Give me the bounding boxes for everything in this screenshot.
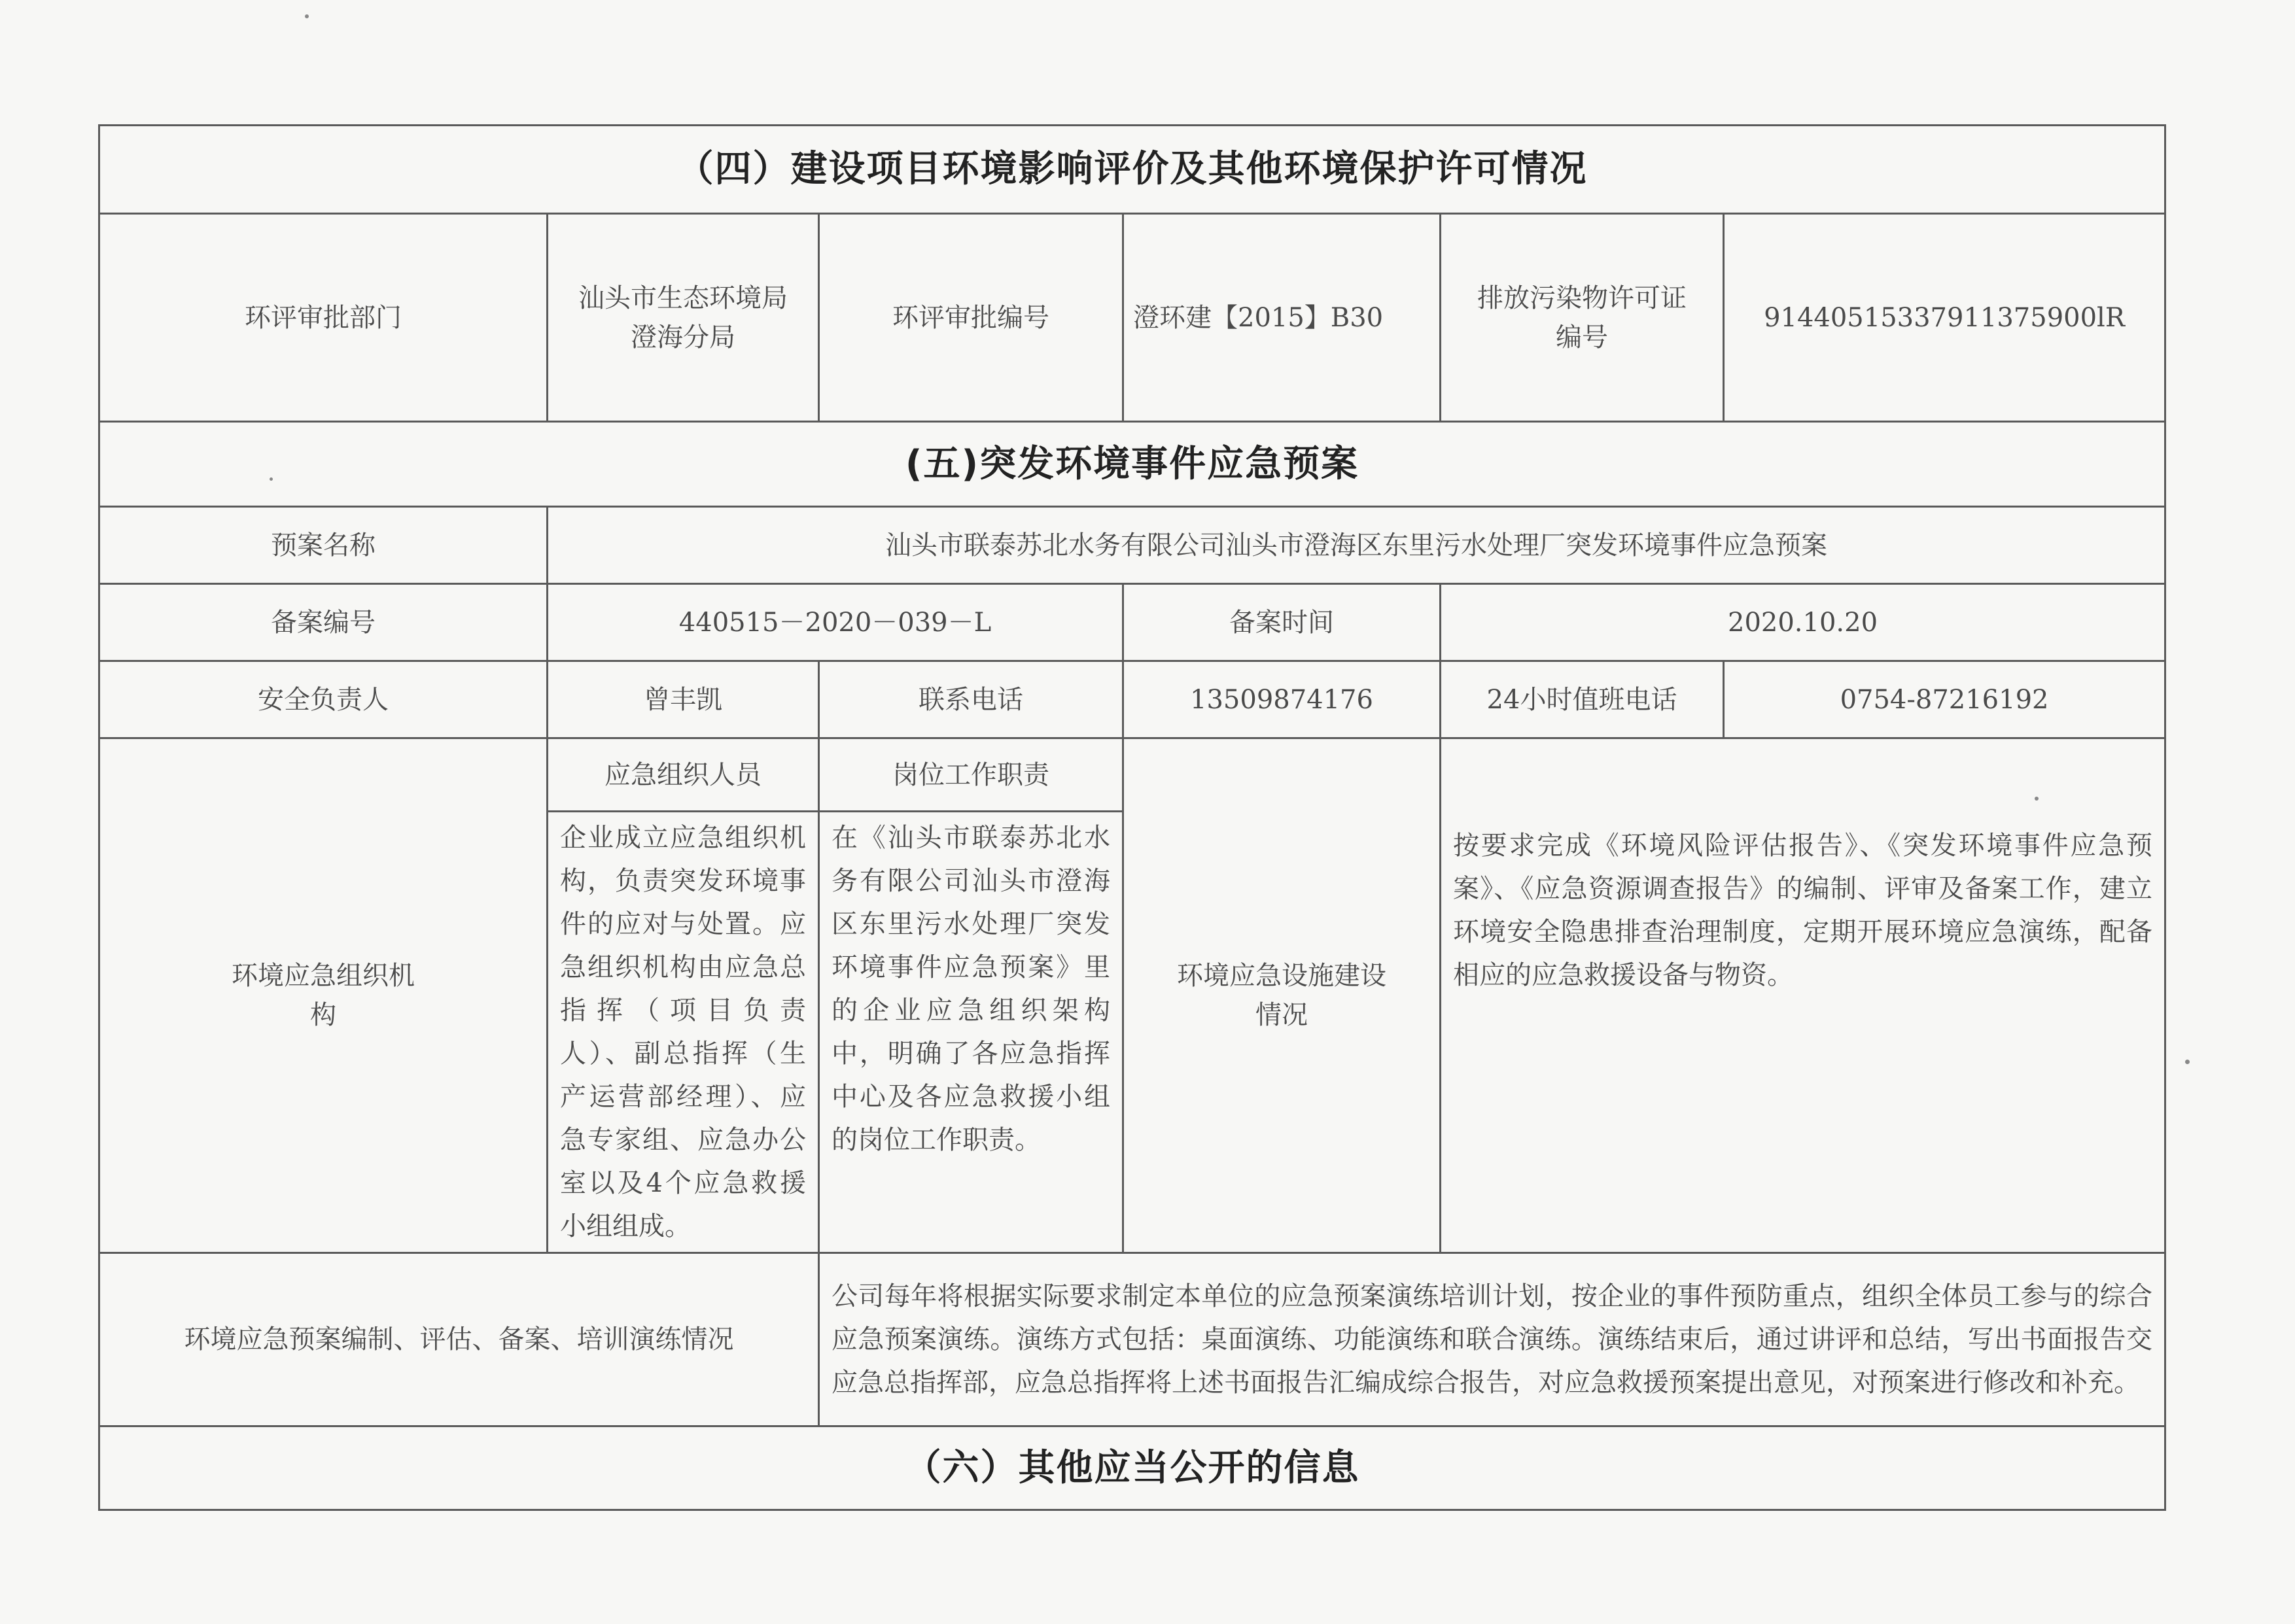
section-6-title: （六）其他应当公开的信息 bbox=[99, 1426, 2165, 1510]
filing-no-value: 440515－2020－039－L bbox=[548, 584, 1123, 661]
duty-phone-label: 24小时值班电话 bbox=[1441, 661, 1724, 738]
plan-name-value: 汕头市联泰苏北水务有限公司汕头市澄海区东里污水处理厂突发环境事件应急预案 bbox=[548, 507, 2165, 584]
section-5-title: (五)突发环境事件应急预案 bbox=[99, 422, 2165, 507]
scan-speck bbox=[270, 477, 273, 481]
plan-name-label: 预案名称 bbox=[99, 507, 548, 584]
permit-no-value: 91440515337911375900lR bbox=[1724, 214, 2165, 422]
filing-time-label: 备案时间 bbox=[1123, 584, 1441, 661]
approval-no-value: 澄环建【2015】B30 bbox=[1123, 214, 1441, 422]
drill-text: 公司每年将根据实际要求制定本单位的应急预案演练培训计划，按企业的事件预防重点，组织全体员工参与的综合应急预案演练。演练方式包括：桌面演练、功能演练和联合演练。演练结束后，通过讲评和总结，写出书面报告交应急总指挥部，应急总指挥将上述书面报告汇编成综合报告，对应急救援预案提出意见，对预案进行修改和补充。 bbox=[819, 1253, 2165, 1426]
disclosure-table bbox=[98, 124, 2166, 1511]
org-label: 环境应急组织机构 bbox=[99, 738, 548, 1253]
facility-text: 按要求完成《环境风险评估报告》、《突发环境事件应急预案》、《应急资源调查报告》的编制、评审及备案工作，建立环境安全隐患排查治理制度，定期开展环境应急演练，配备相应的应急救援设备与物资。 bbox=[1441, 738, 2165, 1253]
approval-no-label: 环评审批编号 bbox=[819, 214, 1123, 422]
scan-speck bbox=[2035, 797, 2039, 801]
drill-label: 环境应急预案编制、评估、备案、培训演练情况 bbox=[99, 1253, 819, 1426]
filing-no-label: 备案编号 bbox=[99, 584, 548, 661]
filing-time-value: 2020.10.20 bbox=[1441, 584, 2165, 661]
safety-person-label: 安全负责人 bbox=[99, 661, 548, 738]
phone-value: 13509874176 bbox=[1123, 661, 1441, 738]
duty-phone-value: 0754-87216192 bbox=[1724, 661, 2165, 738]
approval-dept-label: 环评审批部门 bbox=[99, 214, 548, 422]
permit-no-label: 排放污染物许可证编号 bbox=[1441, 214, 1724, 422]
org-duty-header: 岗位工作职责 bbox=[819, 738, 1123, 812]
org-staff-header: 应急组织人员 bbox=[548, 738, 819, 812]
approval-dept-value: 汕头市生态环境局澄海分局 bbox=[548, 214, 819, 422]
facility-label: 环境应急设施建设情况 bbox=[1123, 738, 1441, 1253]
safety-person-value: 曾丰凯 bbox=[548, 661, 819, 738]
scan-speck bbox=[305, 14, 309, 18]
org-duty-text: 在《汕头市联泰苏北水务有限公司汕头市澄海区东里污水处理厂突发环境事件应急预案》里的企业应急组织架构中，明确了各应急指挥中心及各应急救援小组的岗位工作职责。 bbox=[819, 812, 1123, 1253]
org-staff-text: 企业成立应急组织机构，负责突发环境事件的应对与处置。应急组织机构由应急总指挥（项目负责人）、副总指挥（生产运营部经理）、应急专家组、应急办公室以及4个应急救援小组组成。 bbox=[548, 812, 819, 1253]
section-4-title: （四）建设项目环境影响评价及其他环境保护许可情况 bbox=[99, 126, 2165, 214]
phone-label: 联系电话 bbox=[819, 661, 1123, 738]
scan-speck bbox=[2185, 1060, 2190, 1064]
